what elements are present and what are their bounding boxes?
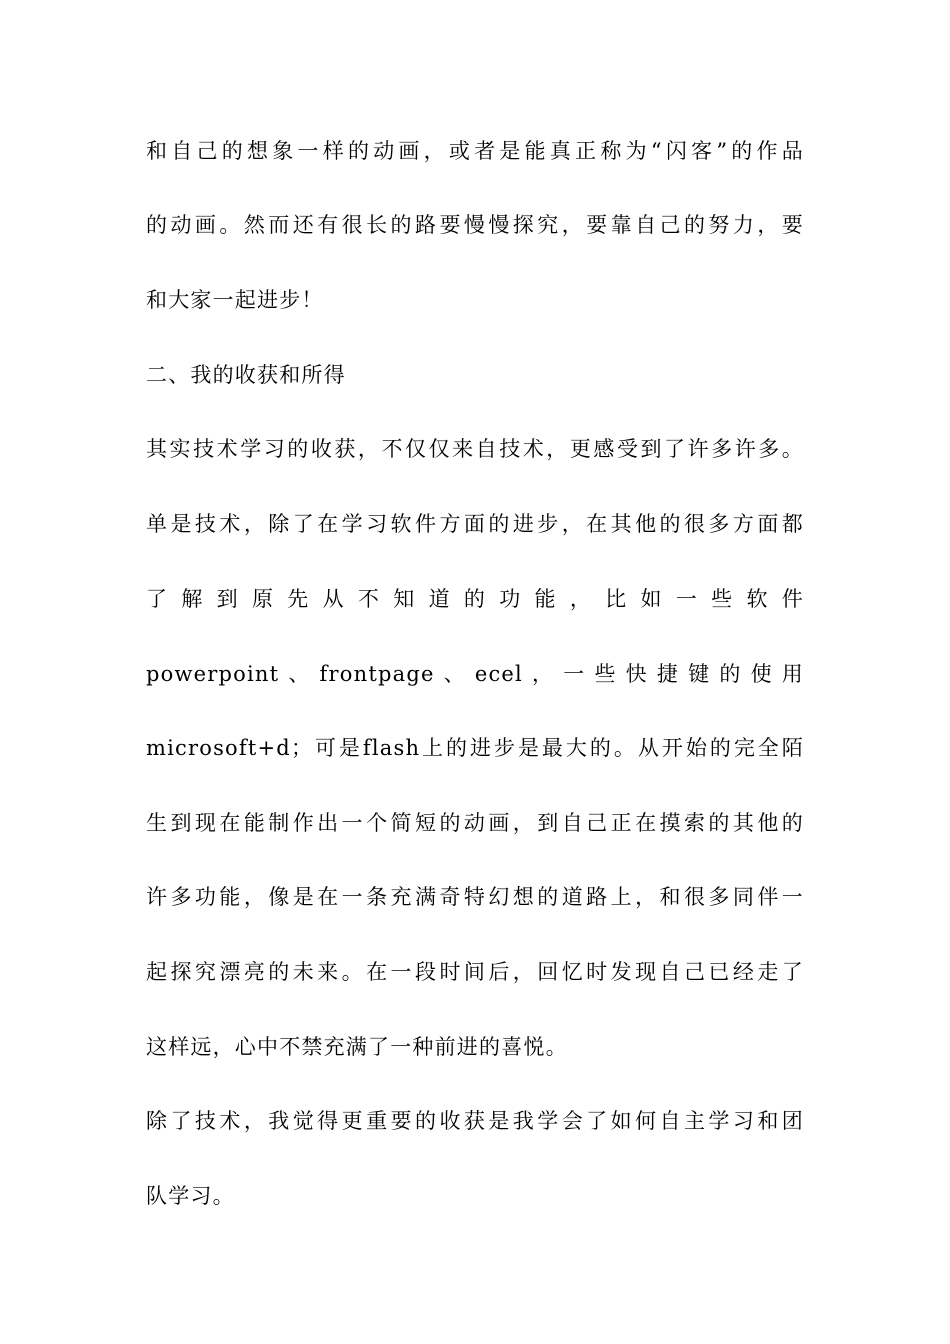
body-line-6: 单是技术，除了在学习软件方面的进步，在其他的很多方面都 — [146, 512, 804, 536]
body-line-9: microsoft+d；可是flash上的进步是最大的。从开始的完全陌 — [146, 736, 804, 760]
body-line-10: 生到现在能制作出一个简短的动画，到自己正在摸索的其他的 — [146, 811, 804, 835]
section-heading: 二、我的收获和所得 — [146, 363, 346, 387]
body-line-13: 这样远，心中不禁充满了一种前进的喜悦。 — [146, 1035, 568, 1059]
body-line-11: 许多功能，像是在一条充满奇特幻想的道路上，和很多同伴一 — [146, 885, 804, 909]
body-line-1: 和自己的想象一样的动画，或者是能真正称为“闪客”的作品 — [146, 139, 804, 163]
body-line-14: 除了技术，我觉得更重要的收获是我学会了如何自主学习和团 — [146, 1109, 804, 1133]
body-line-15: 队学习。 — [146, 1184, 235, 1208]
body-line-8: powerpoint、frontpage、ecel，一些快捷键的使用 — [146, 662, 804, 686]
body-line-2: 的动画。然而还有很长的路要慢慢探究，要靠自己的努力，要 — [146, 213, 804, 237]
body-line-7: 了解到原先从不知道的功能，比如一些软件 — [146, 587, 804, 611]
body-line-12: 起探究漂亮的未来。在一段时间后，回忆时发现自己已经走了 — [146, 960, 804, 984]
body-line-5: 其实技术学习的收获，不仅仅来自技术，更感受到了许多许多。 — [146, 437, 804, 461]
body-line-3: 和大家一起进步！ — [146, 288, 324, 312]
